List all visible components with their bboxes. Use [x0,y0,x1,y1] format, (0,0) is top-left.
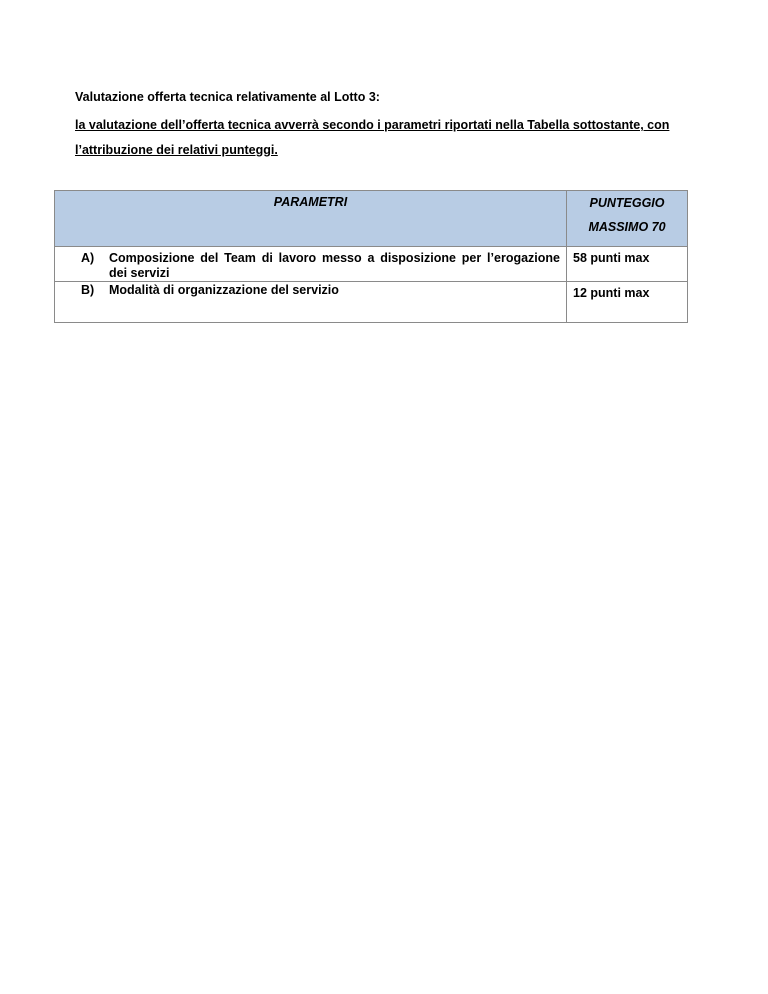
header-score [567,191,688,247]
scoring-table [54,190,688,323]
table-row [55,247,688,282]
parameter-letter: A) [81,251,95,265]
document-intro: la valutazione dell’offerta tecnica avverrà secondo i parametri riportati nella Tabella sottostante, con l’attribuzione dei relativi punteggi. [75,118,670,157]
header-score-line1: PUNTEGGIO [589,196,665,210]
parameter-cell [55,282,567,323]
document-heading: Valutazione offerta tecnica relativamente al Lotto 3: [75,90,380,104]
header-score-line2: MASSIMO 70 [588,220,666,234]
parameter-letter: B) [81,283,95,297]
header-parameters: PARAMETRI [55,191,567,247]
table-row [55,282,688,323]
score-cell: 12 punti max [567,282,688,323]
table-header-row [55,191,688,247]
parameter-cell [55,247,567,282]
score-cell: 58 punti max [567,247,688,282]
parameter-text: Modalità di organizzazione del servizio [109,283,339,297]
parameter-text: Composizione del Team di lavoro messo a disposizione per l’erogazione dei servizi [109,251,560,280]
